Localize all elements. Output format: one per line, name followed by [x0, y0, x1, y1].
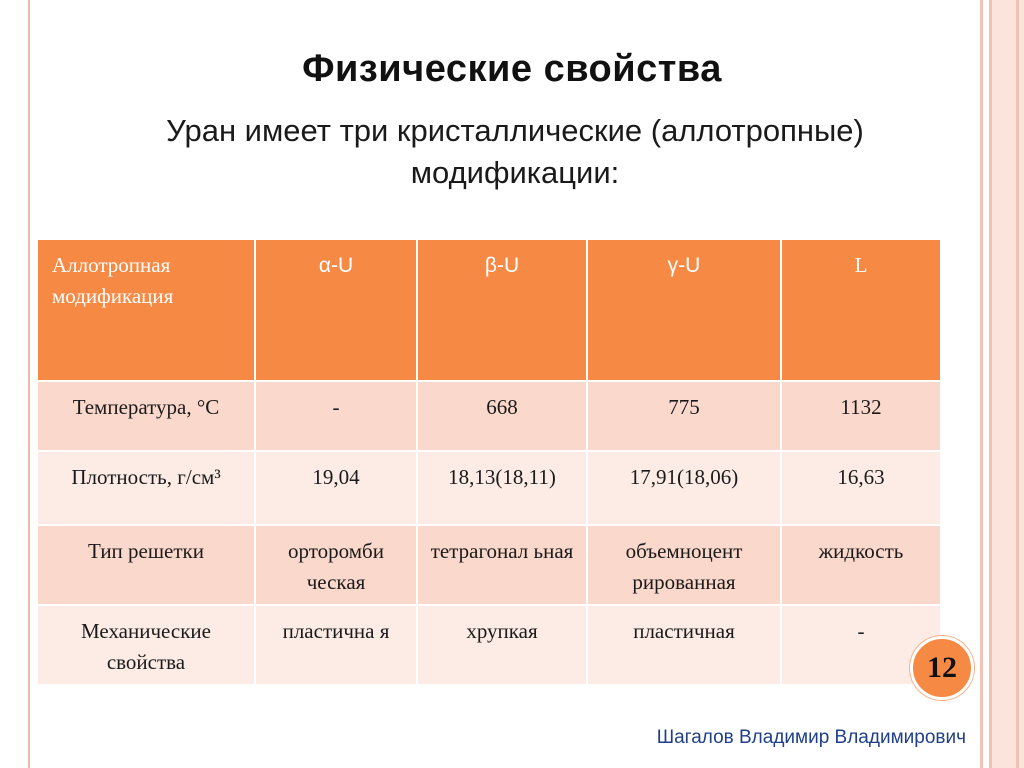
page-number-badge: 12	[910, 636, 974, 700]
header-cell: α-U	[255, 239, 417, 381]
header-cell: β-U	[417, 239, 587, 381]
row-label-cell: Тип решетки	[37, 525, 255, 605]
table-cell: пластична я	[255, 605, 417, 685]
table-cell: 18,13(18,11)	[417, 451, 587, 525]
table-cell: 19,04	[255, 451, 417, 525]
slide-title: Физические свойства	[302, 48, 722, 90]
allotropes-table	[36, 238, 942, 686]
table-row	[37, 451, 941, 525]
header-cell: Аллотропная модификация	[37, 239, 255, 381]
table-header-row	[37, 239, 941, 381]
header-cell: L	[781, 239, 941, 381]
table-cell: 668	[417, 381, 587, 451]
table-cell: -	[781, 605, 941, 685]
row-label-cell: Плотность, г/см³	[37, 451, 255, 525]
author-name: Шагалов Владимир Владимирович	[656, 727, 966, 748]
table-cell: объемноцент рированная	[587, 525, 781, 605]
table-row	[37, 605, 941, 685]
table-row	[37, 381, 941, 451]
table-row	[37, 525, 941, 605]
row-label-cell: Механические свойства	[37, 605, 255, 685]
table-cell: тетрагонал ьная	[417, 525, 587, 605]
table-cell: жидкость	[781, 525, 941, 605]
table-cell: хрупкая	[417, 605, 587, 685]
right-decorative-stripes	[976, 0, 1024, 768]
table-cell: -	[255, 381, 417, 451]
table-cell: орторомби ческая	[255, 525, 417, 605]
table-cell: 775	[587, 381, 781, 451]
row-label-cell: Температура, °С	[37, 381, 255, 451]
table-cell: 1132	[781, 381, 941, 451]
table-cell: 16,63	[781, 451, 941, 525]
slide-subtitle: Уран имеет три кристаллические (аллотропные) модификации:	[166, 113, 864, 190]
table-cell: пластичная	[587, 605, 781, 685]
header-cell: γ-U	[587, 239, 781, 381]
left-frame-border	[0, 0, 30, 768]
table-cell: 17,91(18,06)	[587, 451, 781, 525]
